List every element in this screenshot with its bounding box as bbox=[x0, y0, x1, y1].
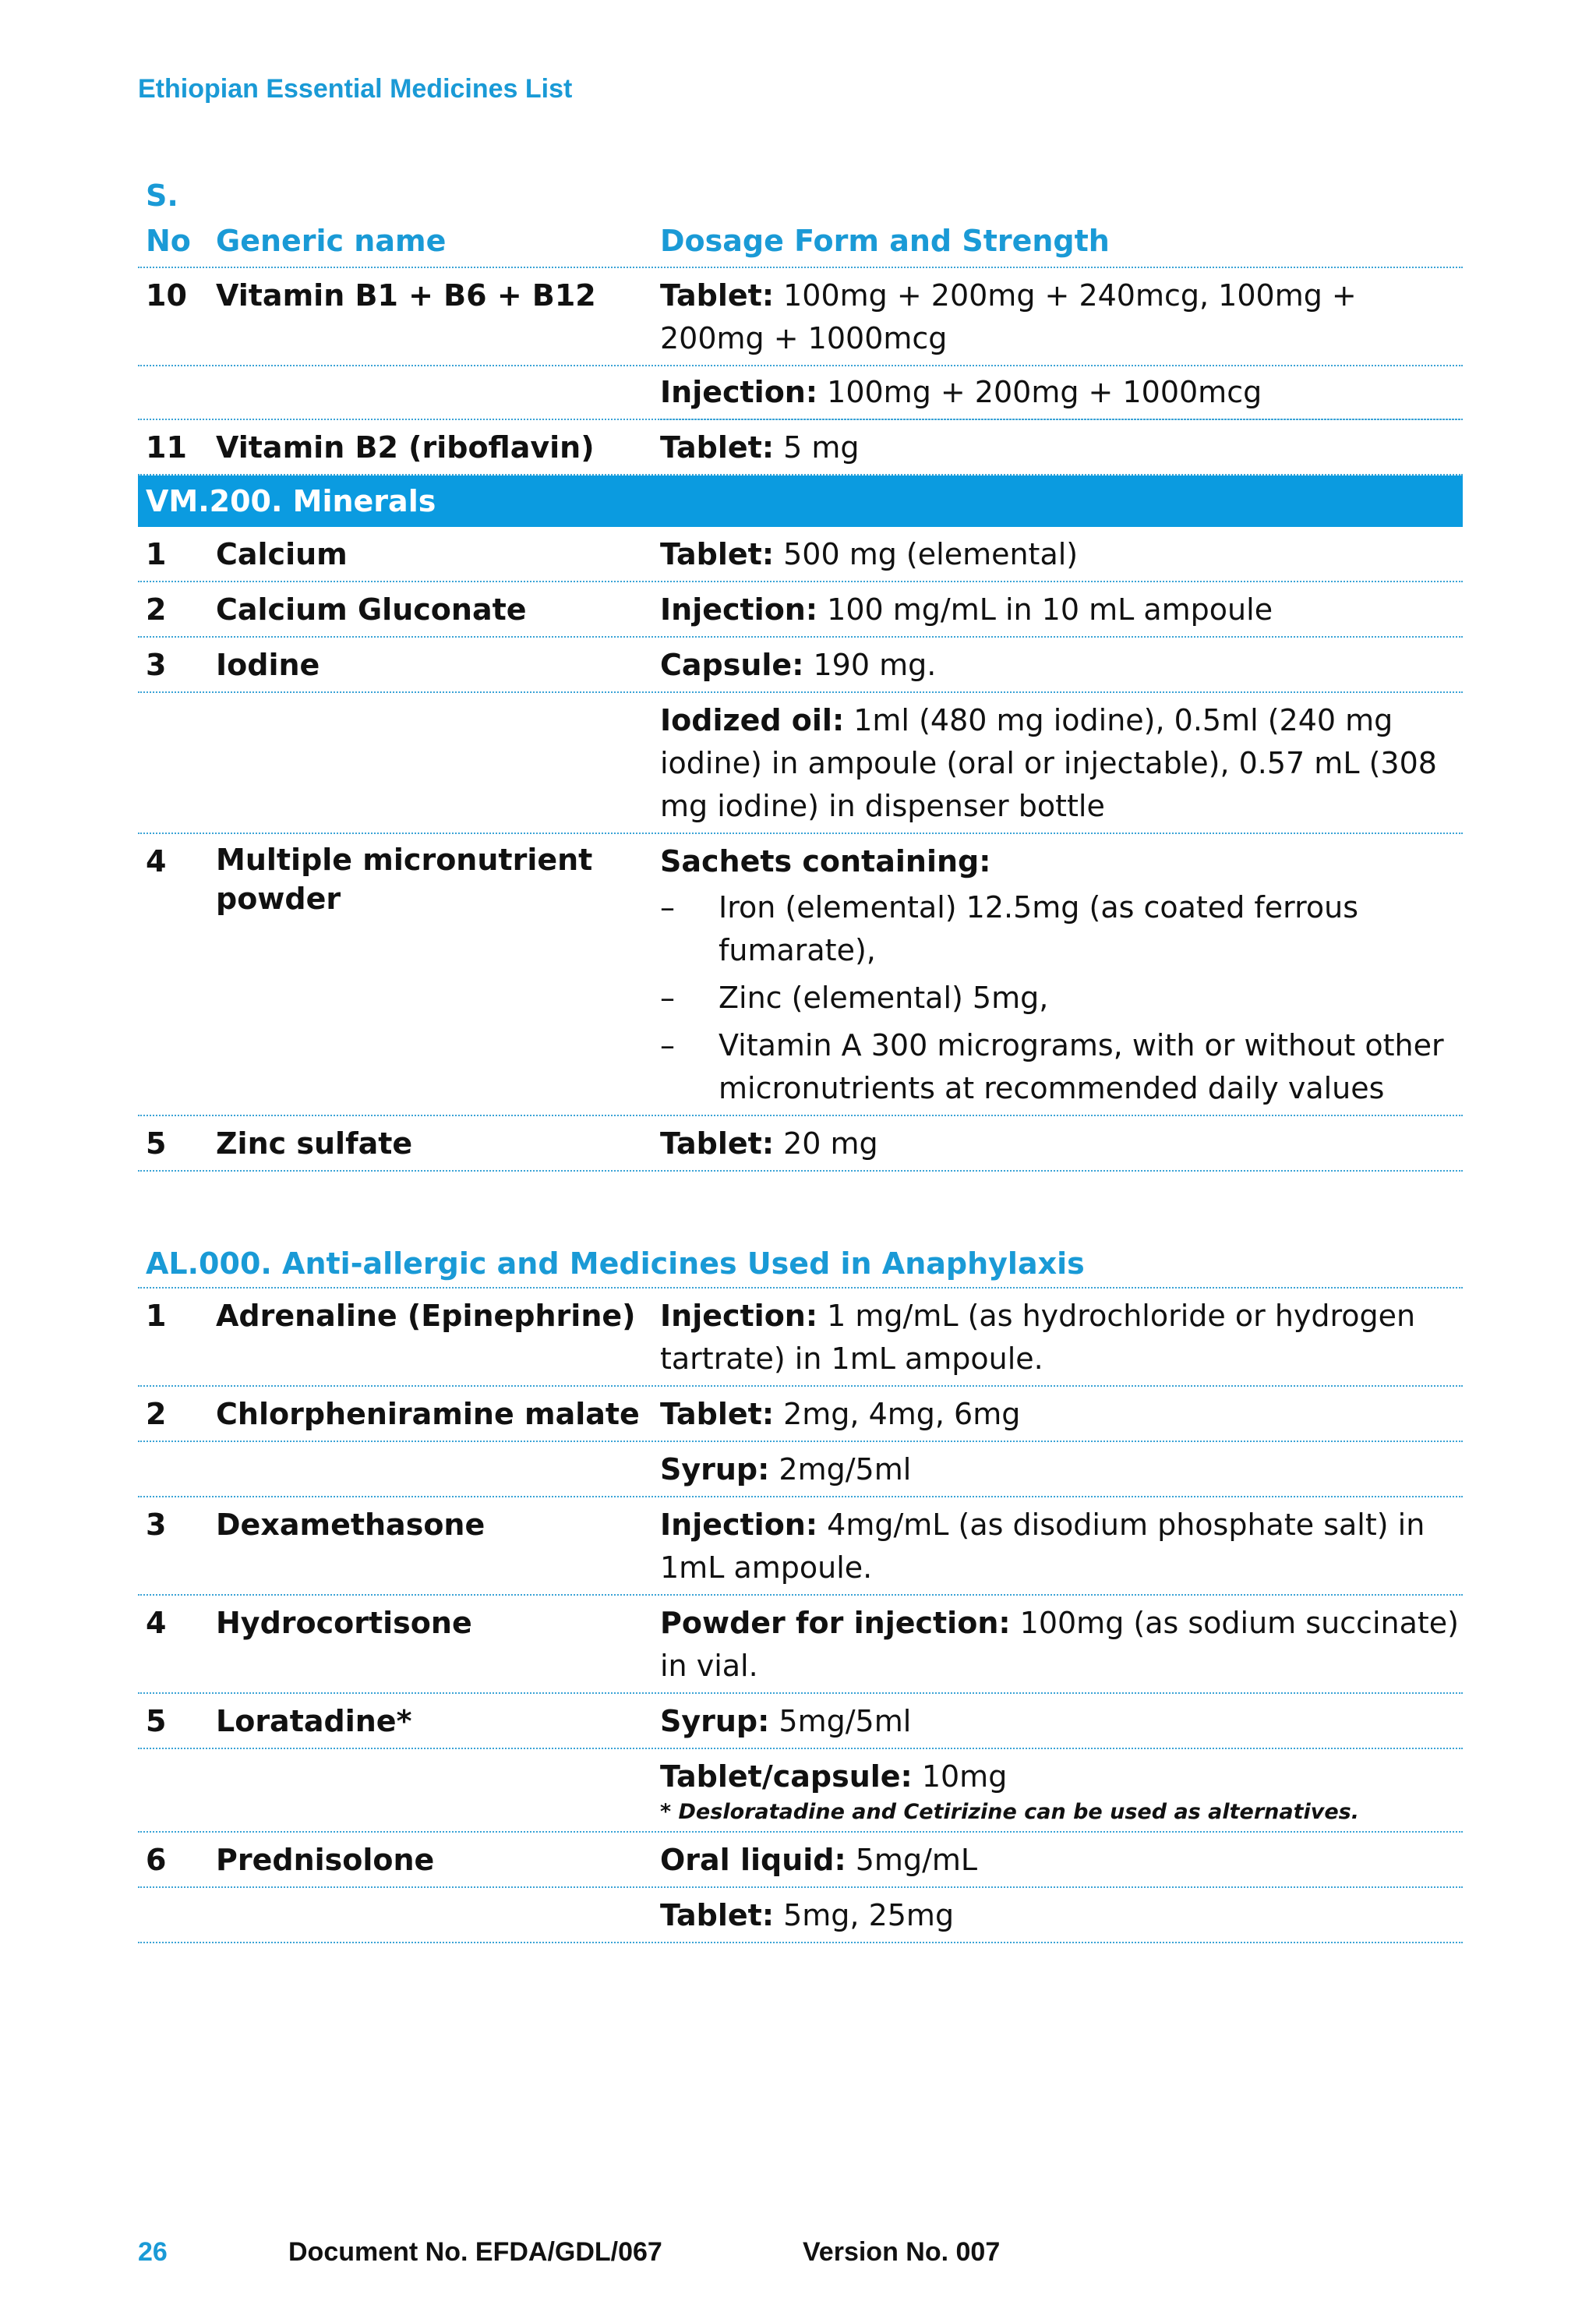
section-band-minerals: VM.200. Minerals bbox=[138, 475, 1463, 527]
generic-name: Vitamin B2 (riboflavin) bbox=[216, 430, 595, 465]
dosage-form bbox=[660, 1122, 1463, 1165]
table-row bbox=[138, 1694, 1463, 1749]
dash-icon: – bbox=[660, 890, 675, 924]
dosage-text: 500 mg (elemental) bbox=[774, 537, 1079, 571]
table-row bbox=[138, 268, 1463, 366]
dosage-label: Tablet: bbox=[660, 430, 775, 465]
dosage-text: 2mg/5ml bbox=[769, 1452, 912, 1487]
dosage-label: Tablet: bbox=[660, 278, 775, 313]
dosage-label: Tablet: bbox=[660, 1898, 775, 1932]
dosage-form bbox=[660, 1393, 1463, 1436]
dosage-label: Syrup: bbox=[660, 1704, 770, 1738]
table-row bbox=[138, 1289, 1463, 1387]
dosage-text: 10mg bbox=[912, 1759, 1008, 1794]
dosage-form bbox=[660, 1888, 1463, 1942]
header-no: No bbox=[146, 224, 191, 258]
table-row bbox=[138, 834, 1463, 1116]
dosage-text: 4mg/mL (as disodium phosphate salt) in 1mL ampoule. bbox=[660, 1508, 1425, 1585]
table-row bbox=[138, 1116, 1463, 1172]
dosage-form bbox=[660, 644, 1463, 687]
dosage-form bbox=[660, 693, 1463, 833]
dosage-form bbox=[660, 1602, 1463, 1688]
footnote: * Desloratadine and Cetirizine can be used as alternatives. bbox=[660, 1800, 1359, 1824]
table-row bbox=[138, 420, 1463, 475]
dosage-label: Sachets containing: bbox=[660, 844, 991, 878]
dosage-label: Tablet: bbox=[660, 537, 775, 571]
table-row bbox=[138, 527, 1463, 582]
dosage-text: 190 mg. bbox=[803, 648, 937, 682]
row-number: 5 bbox=[146, 1704, 167, 1738]
dosage-form bbox=[660, 1749, 1463, 1831]
dosage-label: Syrup: bbox=[660, 1452, 770, 1487]
table-subrow bbox=[138, 365, 1463, 420]
dosage-form bbox=[660, 1504, 1463, 1589]
generic-name: Prednisolone bbox=[216, 1843, 435, 1877]
dosage-text: 1ml (480 mg iodine), 0.5ml (240 mg iodine) in ampoule (oral or injectable), 0.57 mL (308 mg iodine) in dispenser bottle bbox=[660, 703, 1437, 823]
row-number: 6 bbox=[146, 1843, 167, 1877]
table-row bbox=[138, 1387, 1463, 1442]
row-number: 1 bbox=[146, 537, 167, 571]
generic-name: Calcium Gluconate bbox=[216, 592, 527, 627]
page-number: 26 bbox=[138, 2237, 168, 2267]
ingredient-text: Iron (elemental) 12.5mg (as coated ferrous fumarate), bbox=[719, 890, 1359, 967]
generic-name: Chlorpheniramine malate bbox=[216, 1397, 640, 1431]
generic-name: Dexamethasone bbox=[216, 1508, 486, 1542]
row-number: 2 bbox=[146, 1397, 167, 1431]
header-s: S. bbox=[146, 179, 178, 213]
version-number: Version No. 007 bbox=[803, 2237, 1001, 2267]
generic-name: Calcium bbox=[216, 537, 348, 571]
row-number: 5 bbox=[146, 1126, 167, 1161]
header-col-no bbox=[138, 173, 216, 263]
dosage-form bbox=[660, 589, 1463, 631]
dosage-label: Injection: bbox=[660, 1508, 818, 1542]
row-number: 1 bbox=[146, 1299, 167, 1333]
row-number: 4 bbox=[146, 844, 167, 878]
dosage-label: Tablet: bbox=[660, 1397, 775, 1431]
dosage-form bbox=[660, 1839, 1463, 1882]
dosage-form bbox=[660, 365, 1463, 420]
dosage-form bbox=[660, 1700, 1463, 1743]
dosage-label: Injection: bbox=[660, 592, 818, 627]
generic-name: Vitamin B1 + B6 + B12 bbox=[216, 278, 596, 313]
dosage-text: 20 mg bbox=[774, 1126, 878, 1161]
row-divider bbox=[138, 1942, 1463, 1943]
dosage-label: Tablet: bbox=[660, 1126, 775, 1161]
dosage-text: 100 mg/mL in 10 mL ampoule bbox=[817, 592, 1273, 627]
dash-icon: – bbox=[660, 1028, 675, 1062]
dosage-form bbox=[660, 1295, 1463, 1380]
list-item bbox=[660, 1024, 1463, 1110]
dosage-text: 5mg/5ml bbox=[769, 1704, 912, 1738]
table-subrow bbox=[138, 1749, 1463, 1831]
dosage-text: 1 mg/mL (as hydrochloride or hydrogen tartrate) in 1mL ampoule. bbox=[660, 1299, 1416, 1376]
row-number: 2 bbox=[146, 592, 167, 627]
dosage-text: 100mg (as sodium succinate) in vial. bbox=[660, 1606, 1459, 1683]
dash-icon: – bbox=[660, 981, 675, 1015]
dosage-form bbox=[660, 840, 1463, 1110]
list-item bbox=[660, 977, 1463, 1020]
dosage-label: Iodized oil: bbox=[660, 703, 845, 737]
generic-name: Loratadine* bbox=[216, 1704, 412, 1738]
ingredient-text: Vitamin A 300 micrograms, with or without other micronutrients at recommended daily values bbox=[719, 1028, 1444, 1105]
generic-name: Adrenaline (Epinephrine) bbox=[216, 1299, 636, 1333]
dosage-label: Injection: bbox=[660, 375, 818, 409]
dosage-text: 5mg/mL bbox=[846, 1843, 978, 1877]
table-subrow bbox=[138, 1888, 1463, 1942]
dosage-form bbox=[660, 1442, 1463, 1496]
row-number: 10 bbox=[146, 278, 187, 313]
table-subrow bbox=[138, 1442, 1463, 1496]
row-number: 4 bbox=[146, 1606, 167, 1640]
table-row bbox=[138, 638, 1463, 693]
dosage-form bbox=[660, 426, 1463, 469]
table-row bbox=[138, 1596, 1463, 1694]
table-row bbox=[138, 1833, 1463, 1888]
table-row bbox=[138, 1497, 1463, 1596]
dosage-label: Powder for injection: bbox=[660, 1606, 1011, 1640]
document-number: Document No. EFDA/GDL/067 bbox=[288, 2237, 662, 2267]
table-row bbox=[138, 582, 1463, 638]
dosage-text: 100mg + 200mg + 240mcg, 100mg + 200mg + 1000mcg bbox=[660, 278, 1357, 355]
generic-name: Iodine bbox=[216, 648, 320, 682]
ingredient-text: Zinc (elemental) 5mg, bbox=[719, 981, 1049, 1015]
table-header-row bbox=[138, 173, 1463, 268]
header-col-form: Dosage Form and Strength bbox=[660, 224, 1110, 258]
generic-name: Hydrocortisone bbox=[216, 1606, 472, 1640]
ingredient-list bbox=[660, 886, 1463, 1110]
medicines-table bbox=[138, 173, 1463, 1943]
dosage-label: Injection: bbox=[660, 1299, 818, 1333]
dosage-label: Tablet/capsule: bbox=[660, 1759, 913, 1794]
section-title-antiallergic: AL.000. Anti-allergic and Medicines Used in Anaphylaxis bbox=[138, 1240, 1463, 1289]
dosage-form bbox=[660, 274, 1463, 360]
dosage-text: 2mg, 4mg, 6mg bbox=[774, 1397, 1021, 1431]
dosage-form bbox=[660, 533, 1463, 576]
dosage-label: Capsule: bbox=[660, 648, 804, 682]
row-number: 3 bbox=[146, 648, 167, 682]
list-item bbox=[660, 886, 1463, 972]
dosage-text: 5mg, 25mg bbox=[774, 1898, 955, 1932]
dosage-label: Oral liquid: bbox=[660, 1843, 846, 1877]
row-number: 11 bbox=[146, 430, 187, 465]
generic-name: Multiple micronutrient powder bbox=[216, 843, 593, 916]
row-number: 3 bbox=[146, 1508, 167, 1542]
header-col-name: Generic name bbox=[216, 224, 447, 258]
table-subrow bbox=[138, 693, 1463, 833]
dosage-text: 5 mg bbox=[774, 430, 860, 465]
generic-name: Zinc sulfate bbox=[216, 1126, 413, 1161]
running-header: Ethiopian Essential Medicines List bbox=[138, 74, 573, 104]
dosage-text: 100mg + 200mg + 1000mcg bbox=[817, 375, 1262, 409]
